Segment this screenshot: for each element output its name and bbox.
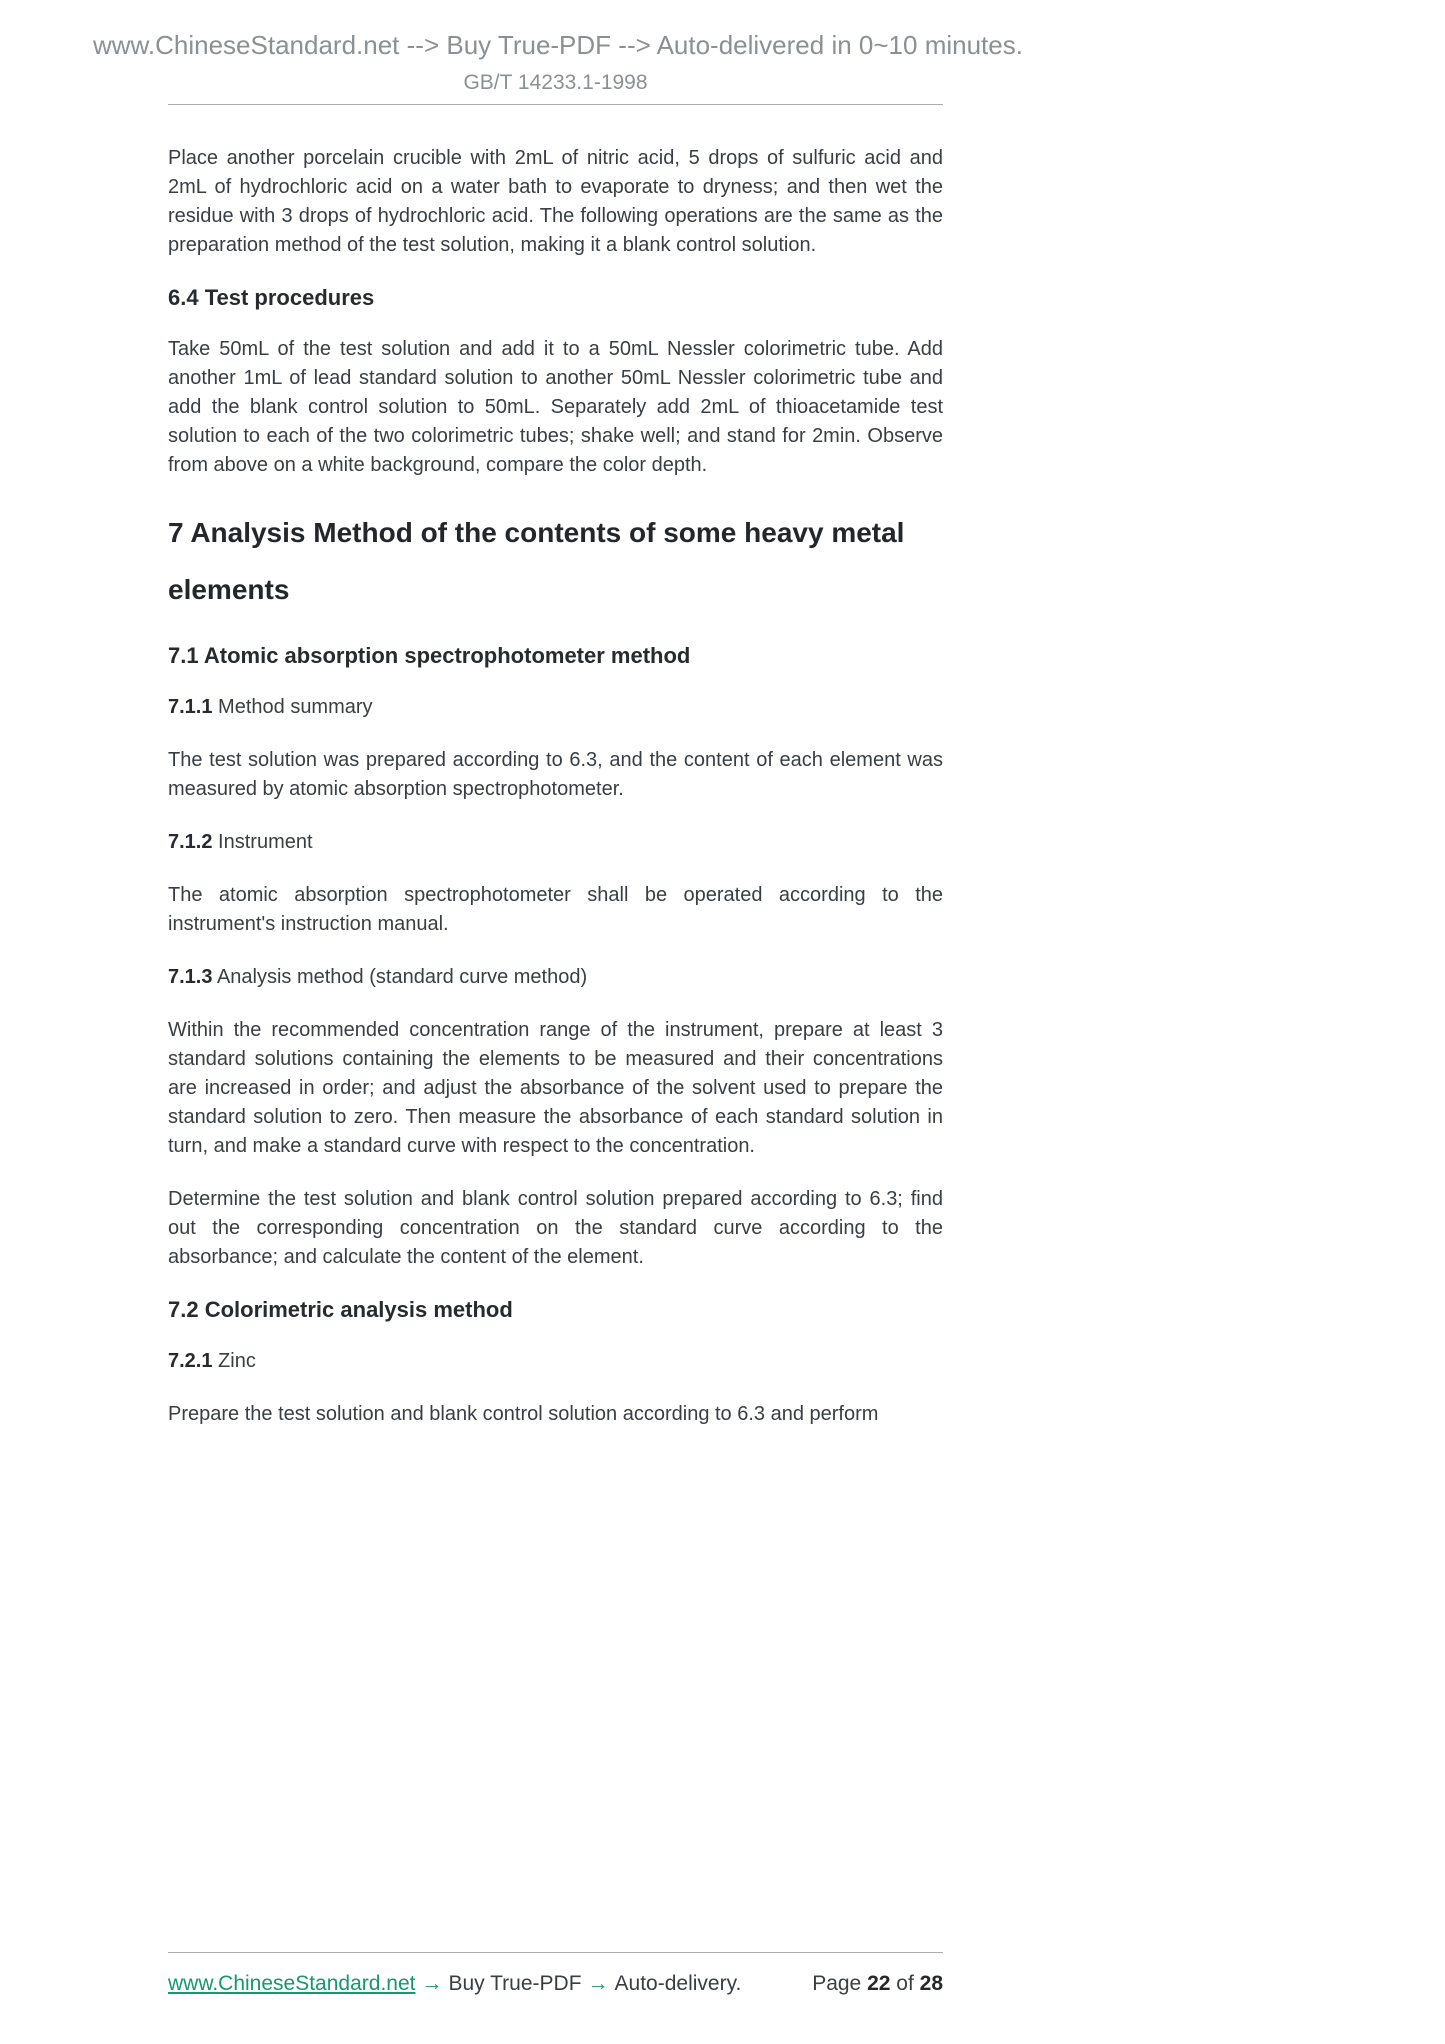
heading-7-2-1-title: Zinc: [218, 1350, 256, 1372]
heading-7-1-1-title: Method summary: [218, 696, 373, 718]
heading-7-1-2-number: 7.1.2: [168, 831, 213, 853]
buy-true-pdf-text: Buy True-PDF: [448, 1972, 582, 1995]
footer-row: [168, 1971, 943, 1997]
page-total: 28: [919, 1972, 943, 1995]
paragraph-method-summary: The test solution was prepared according to 6.3, and the content of each element was measured by atomic absorption spectrophotometer.: [168, 749, 943, 800]
page-footer: [168, 1944, 943, 1997]
heading-6-4-test-procedures: 6.4 Test procedures: [168, 285, 375, 310]
heading-7-2-1-zinc: [168, 1347, 943, 1376]
paragraph-instrument: The atomic absorption spectrophotometer shall be operated according to the instrument's instruction manual.: [168, 884, 943, 935]
heading-7-1-atomic-absorption: 7.1 Atomic absorption spectrophotometer method: [168, 643, 691, 668]
footer-divider: [168, 1952, 943, 1953]
heading-7-1-1-method-summary: [168, 693, 943, 722]
paragraph-zinc: Prepare the test solution and blank control solution according to 6.3 and perform: [168, 1403, 879, 1425]
heading-7-1-2-title: Instrument: [218, 831, 313, 853]
paragraph-standard-curve-1: Within the recommended concentration range of the instrument, prepare at least 3 standard solutions containing the elements to be measured and their concentrations are increased in order; and adjust the absorbance of the solvent used to prepare the standard solution to zero. Then measure the absorbance of each standard solution in turn, and make a standard curve with respect to the concentration.: [168, 1019, 943, 1157]
right-arrow-icon: →: [421, 1972, 443, 1995]
page-header: [93, 30, 1023, 105]
header-divider: [168, 104, 943, 105]
heading-7-1-3-number: 7.1.3: [168, 966, 213, 988]
heading-7-2-colorimetric: 7.2 Colorimetric analysis method: [168, 1297, 513, 1322]
page-label: Page: [812, 1972, 862, 1995]
auto-delivery-text: Auto-delivery.: [614, 1972, 742, 1995]
footer-site-line: [168, 1971, 741, 1997]
page-current: 22: [867, 1972, 891, 1995]
heading-7-2-1-number: 7.2.1: [168, 1350, 213, 1372]
paragraph-blank-control: Place another porcelain crucible with 2mL of nitric acid, 5 drops of sulfuric acid and 2mL of hydrochloric acid on a water bath to evaporate to dryness; and then wet the residue with 3 drops of hydrochloric acid. The following operations are the same as the preparation method of the test solution, making it a blank control solution.: [168, 147, 943, 256]
standard-code: GB/T 14233.1-1998: [463, 71, 648, 94]
page-content: [93, 30, 1023, 1453]
right-arrow-icon: →: [587, 1972, 609, 1995]
heading-7-analysis-method: 7 Analysis Method of the contents of some heavy metal elements: [168, 517, 905, 605]
heading-7-1-2-instrument: [168, 828, 943, 857]
document-body: [168, 144, 943, 1429]
heading-7-1-3-analysis-method: [168, 963, 943, 992]
page-of-label: of: [896, 1972, 914, 1995]
paragraph-standard-curve-2: Determine the test solution and blank control solution prepared according to 6.3; find out the corresponding concentration on the standard curve according to the absorbance; and calculate the content of the element.: [168, 1188, 943, 1268]
site-link[interactable]: www.ChineseStandard.net: [168, 1972, 416, 1995]
site-banner: www.ChineseStandard.net --> Buy True-PDF --> Auto-delivered in 0~10 minutes.: [93, 30, 1023, 60]
heading-7-1-3-title: Analysis method (standard curve method): [216, 966, 588, 988]
page-indicator: [812, 1971, 943, 1997]
paragraph-test-procedures: Take 50mL of the test solution and add it to a 50mL Nessler colorimetric tube. Add another 1mL of lead standard solution to another 50mL Nessler colorimetric tube and add the blank control solution to 50mL. Separately add 2mL of thioacetamide test solution to each of the two colorimetric tubes; shake well; and stand for 2min. Observe from above on a white background, compare the color depth.: [168, 338, 943, 476]
heading-7-1-1-number: 7.1.1: [168, 696, 213, 718]
